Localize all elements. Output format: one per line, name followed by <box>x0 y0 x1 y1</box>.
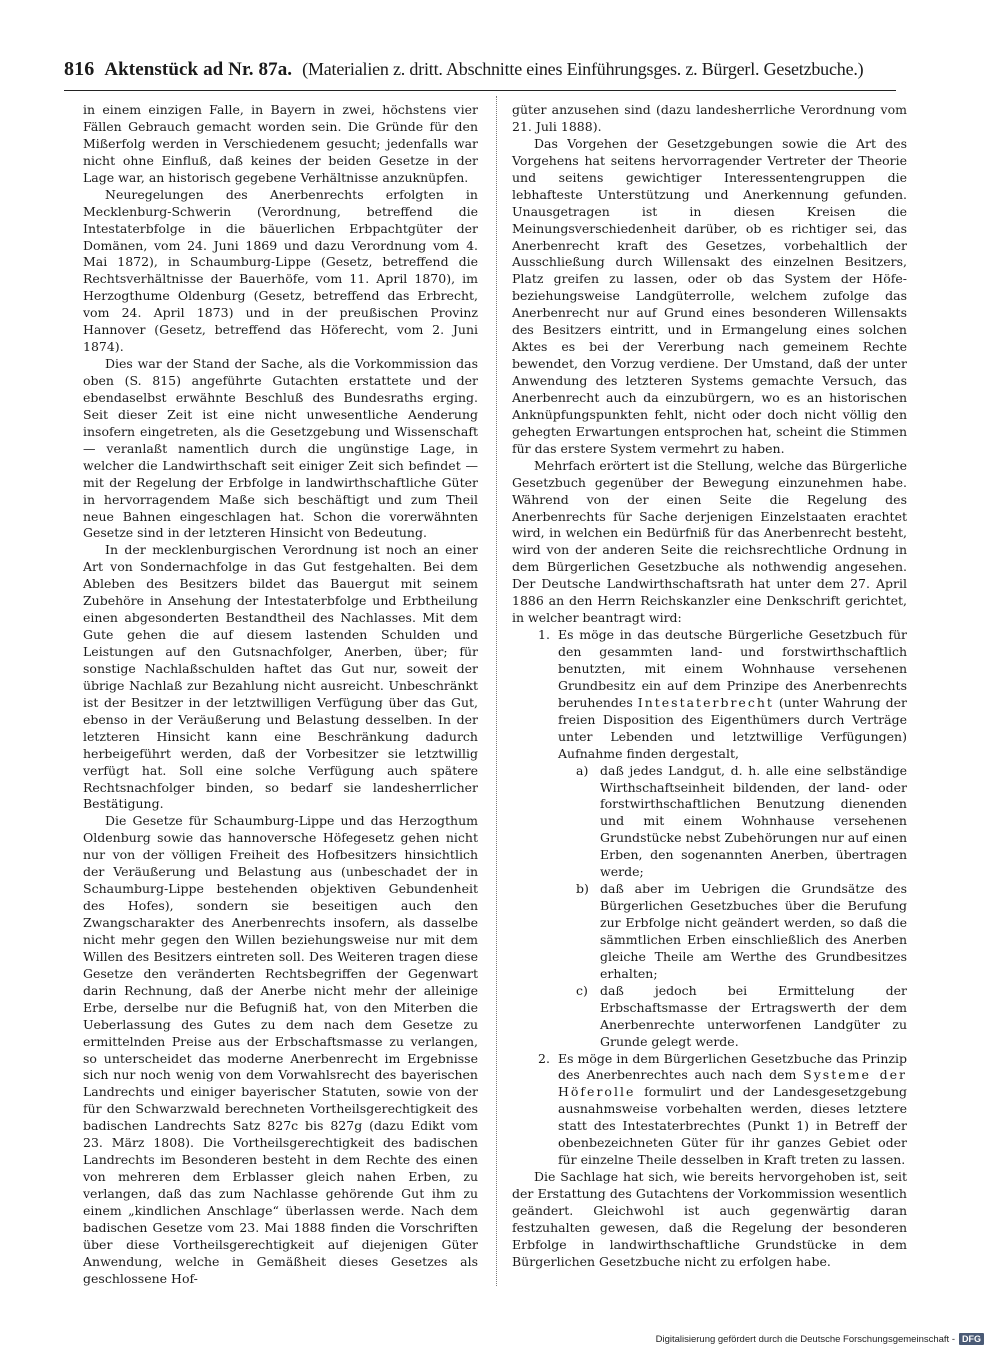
left-column <box>83 102 478 1288</box>
series-title: (Materialien z. dritt. Abschnitte eines Einführungsges. z. Bürgerl. Gesetzbuche.) <box>302 59 864 79</box>
paragraph: güter anzusehen sind (dazu landesherrliche Verordnung vom 21. Juli 1888). <box>512 102 907 134</box>
item-number: 1. <box>538 627 550 643</box>
item-text: Es möge in das deutsche Bürgerliche Gesetzbuch für den gesammten land- und forstwirthschaftlich benutzten, mit einem Wohnhause versehenen Grundbesitz ein auf dem Prinzipe des Anerbenrechts beruhendes <box>558 627 907 710</box>
sub-item-text: daß jedes Landgut, d. h. alle eine selbständige Wirthschaftseinheit bildenden, der land- oder forstwirthschaftlichen Benutzung dienenden und mit einem Wohnhause versehenen Grundstücke nebst Zubehörungen nur auf einen Erben, den sogenannten Anerben, übertragen werde; <box>600 762 907 880</box>
paragraph: in einem einzigen Falle, in Bayern in zwei, höchstens vier Fällen Gebrauch gemacht worden sein. Die Gründe für den Mißerfolg werden in Verschiedenem gesucht; jedenfalls war nicht ohne Einfluß, daß keines der beiden Gesetze in der Lage war, an historisch gegebene Verhältnisse anzuknüpfen. <box>83 102 478 185</box>
header-rule <box>64 90 896 91</box>
list-item <box>512 627 907 763</box>
dfg-logo-icon: DFG <box>959 1333 984 1345</box>
sub-item-letter: a) <box>576 762 589 778</box>
item-text: Es möge in dem Bürgerlichen Gesetzbuche das Prinzip des Anerbenrechtes auch nach dem <box>558 1050 907 1083</box>
item-text: formulirt und der Landesgesetzgebung ausnahmsweise vorbehalten werden, dieses letztere statt des Intestaterbrechtes (Punkt 1) in Betreff der obenbezeichneten Güter für ihr ganzes Gebiet oder für einzelne Theile desselben in Kraft treten zu lassen. <box>558 1084 907 1168</box>
sub-item <box>512 983 907 1051</box>
paragraph: Neuregelungen des Anerbenrechts erfolgten in Mecklenburg-Schwerin (Verordnung, betreffend die Intestaterbfolge in die bäuerlichen Erbpachtgüter der Domänen, vom 24. Juni 1869 und dazu Verordnung vom 4. Mai 1872), in Schaumburg-Lippe (Gesetz, betreffend die Rechtsverhältnisse der Bauerhöfe, vom 11. April 1870), im Herzogthume Oldenburg (Gesetz, betreffend das Erbrecht, vom 24. April 1873) und in der preußischen Provinz Hannover (Gesetz, betreffend das Höferecht, vom 2. Juni 1874). <box>83 186 478 355</box>
paragraph: Die Gesetze für Schaumburg-Lippe und das Herzogthum Oldenburg sowie das hannoversche Höfegesetz gehen nicht nur von der völligen Freiheit des Hofbesitzers hinsichtlich der Veräußerung und Belastung aus (unbeschadet der in Schaumburg-Lippe bestehenden objektiven Gebundenheit des Hofes), sondern sie beseitigen auch den Zwangscharakter des Anerbenrechts insofern, als dasselbe nicht mehr gegen den Willen beziehungsweise nur mit dem Willen des Besitzers eintreten soll. Des Weiteren tragen diese Gesetze den veränderten Rechtsbegriffen der Gegenwart darin Rechnung, daß der Anerbe nicht mehr der alleinige Erbe, derselbe nur die Befugniß hat, von den Miterben die Ueberlassung des Gutes zu dem nach dem Gesetze zu ermittelnden Preise aus der Erbschaftsmasse zu verlangen, so unterscheidet das moderne Anerbenrecht im Ergebnisse sich nur noch wenig von dem Vorwahlsrecht des bayerischen Landrechts und einiger bayerischer Statuten, sowie von der für den Schwarzwald berechneten Vortheilsgerechtigkeit des badischen Landrechts Satz 827c bis 827g (dazu Edikt vom 23. März 1808). Die Vortheilsgerechtigkeit des badischen Landrechts im Besonderen besteht in dem Rechte des einen von mehreren dem Erblasser gleich nahen Erben, zu verlangen, daß das zum Nachlasse gehörende Gut ihm zu einem „kindlichen Anschlage“ überlassen werde. Nach dem badischen Gesetze vom 23. Mai 1888 finden die Vorschriften über diese Vortheilsgerechtigkeit auf diejenigen Güter Anwendung, welche in Gemäßheit dieses Gesetzes als geschlossene Hof- <box>83 813 478 1286</box>
sub-item <box>512 763 907 882</box>
right-column <box>512 102 907 1271</box>
page-number: 816 <box>64 58 95 80</box>
proposal-list <box>512 627 907 1169</box>
item-text: (unter Wahrung der freien Disposition des Eigenthümers durch Verträge unter Lebenden und letztwillige Verfügungen) Aufnahme finden dergestalt, <box>558 694 907 761</box>
sub-item-text: daß aber im Uebrigen die Grundsätze des Bürgerlichen Gesetzbuches über die Berufung zur Erbfolge nicht geändert werden, so daß die sämmtlichen Erben einschließlich des Anerben gleiche Theile am Werthe des Grundbesitzes erhalten; <box>600 881 907 981</box>
digitization-footer <box>656 1333 984 1345</box>
paragraph: Dies war der Stand der Sache, als die Vorkommission das oben (S. 815) angeführte Gutachten erstattete und der ebendaselbst erwähnte Beschluß des Bundesraths erging. Seit dieser Zeit ist eine nicht unwesentliche Aenderung insofern eingetreten, als die Gesetzgebung und Wissenschaft — veranlaßt namentlich durch die ungünstige Lage, in welcher die Landwirthschaft seit einiger Zeit sich befindet — mit der Regelung der Erbfolge in landwirthschaftliche Güter in hervorragendem Maße sich beschäftigt und zum Theil neue Bahnen eingeschlagen hat. Schon die vorerwähnten Gesetze sind in der letzteren Hinsicht von Bedeutung. <box>83 356 478 541</box>
paragraph: Die Sachlage hat sich, wie bereits hervorgehoben ist, seit der Erstattung des Gutachtens der Vorkommission wesentlich geändert. Gleichwohl ist auch gegenwärtig daran festzuhalten gewesen, daß die Regelung der besonderen Erbfolge in landwirthschaftliche Grundstücke in dem Bürgerlichen Gesetzbuche nicht zu erfolgen habe. <box>512 1169 907 1269</box>
running-header <box>64 58 896 88</box>
item-emphasis: Systeme der Höferolle <box>558 1067 908 1100</box>
footer-text: Digitalisierung gefördert durch die Deutsche Forschungsgemeinschaft - <box>655 1333 955 1345</box>
paragraph: Mehrfach erörtert ist die Stellung, welche das Bürgerliche Gesetzbuch gegenüber der Bewegung einzunehmen habe. Während von der einen Seite die Regelung des Anerbenrechts für Sache derjenigen Einzelstaaten erachtet wird, in welchen ein Bedürfniß für das Anerbenrecht besteht, wird von der anderen Seite die reichsrechtliche Ordnung in dem Bürgerlichen Gesetzbuche als nothwendig angesehen. Der Deutsche Landwirthschaftsrath hat unter dem 27. April 1886 an den Herrn Reichskanzler eine Denkschrift gerichtet, in welcher beantragt wird: <box>512 457 907 626</box>
sub-item-letter: b) <box>576 881 589 897</box>
paragraph: Das Vorgehen der Gesetzgebungen sowie die Art des Vorgehens hat seitens hervorragender Vertreter der Theorie und seitens gewichtiger Interessentengruppen die lebhafteste Unterstützung und Anerkennung gefunden. Unausgetragen ist in diesen Kreisen die Meinungsverschiedenheit darüber, ob es richtiger sei, das Anerbenrecht kraft des Gesetzes, vorbehaltlich der Ausschließung durch Willensakt des einzelnen Besitzers, Platz greifen zu lassen, oder ob das System der Höfe- beziehungsweise Landgüterrolle, welchem zufolge das Anerbenrecht nur auf Grund eines besonderen Willensakts des Besitzers eintritt, und in Ermangelung eines solchen Aktes es bei der Vererbung nach gemeinem Rechte bewendet, den Vorzug verdiene. Der Umstand, daß der unter Anwendung des letzteren Systems gemachte Versuch, das Anerbenrecht auch da einzubürgern, wo es an historischen Anknüpfungspunkten fehlt, nicht oder doch nicht völlig den gehegten Erwartungen entsprochen hat, scheint die Stimmen für das erstere System vermehrt zu haben. <box>512 135 907 456</box>
item-number: 2. <box>538 1050 550 1066</box>
column-divider <box>496 96 497 1286</box>
list-item <box>512 1051 907 1170</box>
sub-item <box>512 881 907 983</box>
sub-item-text: daß jedoch bei Ermittelung der Erbschaftsmasse der Ertragswerth der dem Anerbenrechte unterworfenen Landgüter zu Grunde gelegt werde. <box>600 982 907 1049</box>
paragraph: In der mecklenburgischen Verordnung ist noch an einer Art von Sondernachfolge in das Gut festgehalten. Bei dem Ableben des Besitzers bildet das Bauergut mit seinem Zubehöre in Ansehung der Intestaterbfolge und Erbtheilung einen abgesonderten Bestandtheil des Nachlasses. Mit dem Gute gehen die auf diesem lastenden Schulden und Leistungen auf den Gutsnachfolger, Anerben, über; für sonstige Nachlaßschulden haftet das Gut nur, soweit der übrige Nachlaß zur Bezahlung nicht ausreicht. Unbeschränkt ist der Besitzer in der letztwilligen Verfügung über das Gut, ebenso in der Veräußerung und Belastung desselben. In der letzteren Hinsicht kann eine Beschränkung dadurch herbeigeführt werden, daß der Vorbesitzer sie letztwillig verfügt hat. Soll eine solche Verfügung auch spätere Rechtsnachfolger binden, so bedarf sie landesherrlicher Bestätigung. <box>83 542 478 812</box>
sub-item-letter: c) <box>576 982 588 998</box>
document-title: Aktenstück ad Nr. 87a. <box>104 59 293 80</box>
item-emphasis: Intestaterbrecht <box>637 694 774 710</box>
